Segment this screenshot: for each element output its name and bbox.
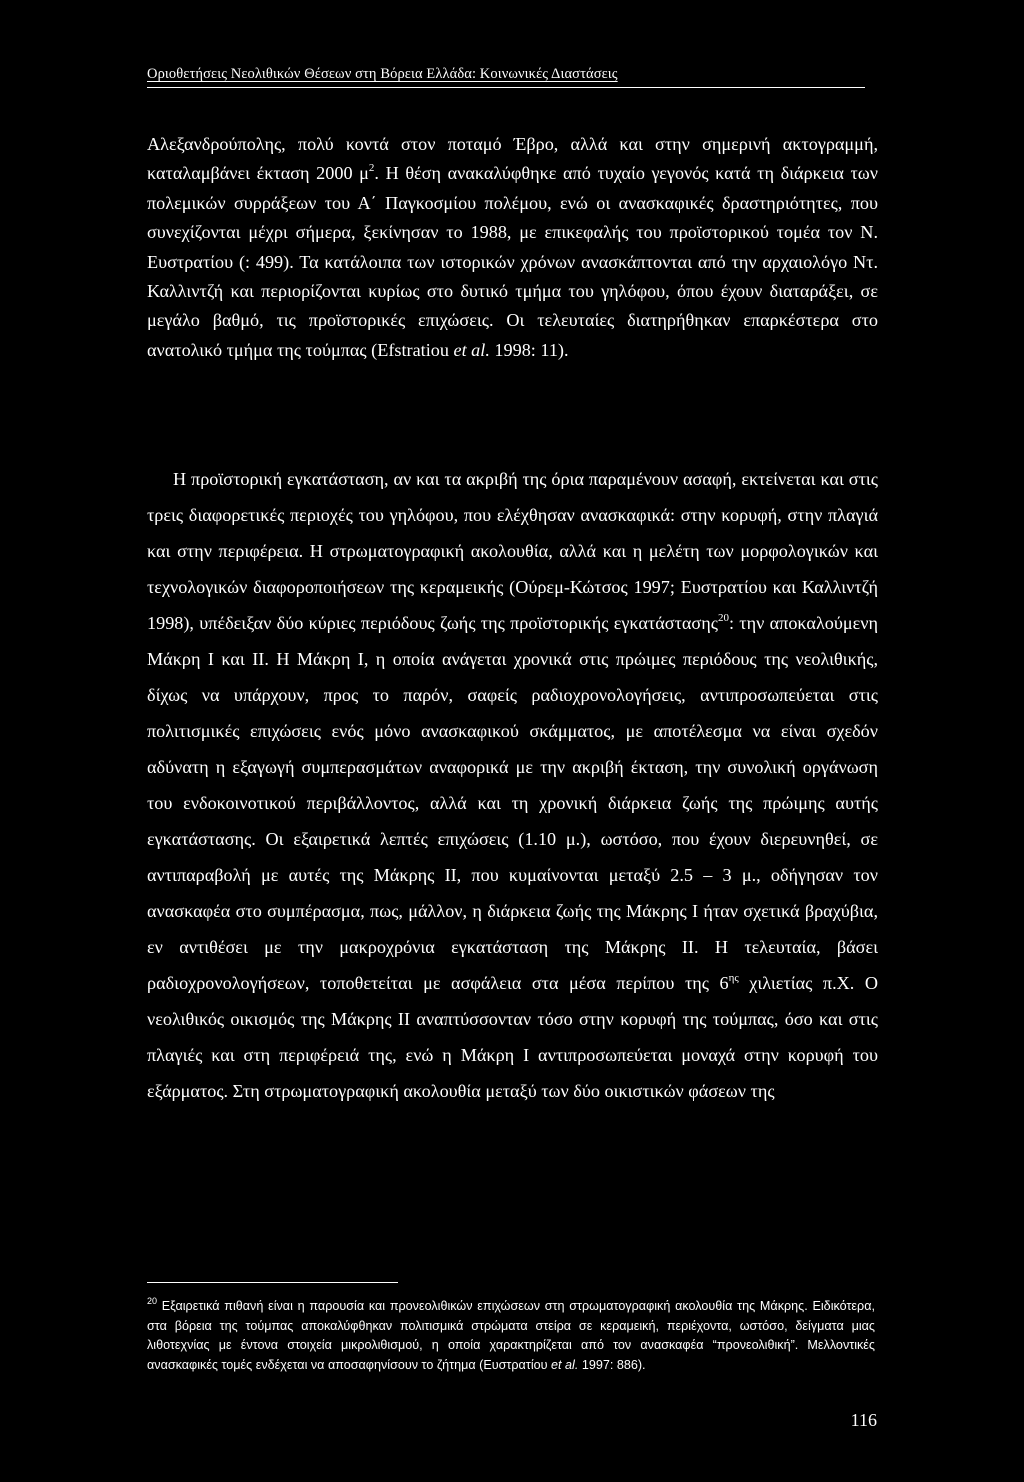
footnote-italic: et al.	[551, 1357, 579, 1372]
footnote-text-1: Εξαιρετικά πιθανή είναι η παρουσία και προνεολιθικών επιχώσεων στη στρωματογραφική ακολουθία της Μάκρης. Ειδικότερα, στα βόρεια της τούμπας αποκαλύφθηκαν πολιτισμικά στρώματα στείρα σε κεραμεική, περιέχοντα, ωστόσο, δείγματα μιας λιθοτεχνίας με έντονα στοιχεία μικρολιθισμού, η οποία χαρακτηρίζεται από τον ανασκαφέα “προνεολιθική”. Μελλοντικές ανασκαφικές τομές ενδέχεται να αποσαφηνίσουν το ζήτημα (Ευστρατίου	[147, 1299, 875, 1372]
page-number: 116	[850, 1410, 877, 1430]
header-rule	[147, 87, 865, 88]
footnote-rule	[147, 1282, 398, 1283]
footnote-ref-20[interactable]: 20	[717, 612, 729, 624]
p1-text-3: 1998: 11).	[489, 339, 569, 360]
p1-italic: et al.	[453, 339, 490, 360]
p2-text-3: χιλιετίας π.Χ. Ο νεολιθικός οικισμός της Μάκρης ΙΙ αναπτύσσονταν τόσο στην κορυφή της τούμπας, όσο και στις πλαγιές και στη περιφέρειά της, ενώ η Μάκρη Ι αντιπροσωπεύεται μοναχά στην κορυφή του εξάρματος. Στη στρωματογραφική ακολουθία μεταξύ των δύο οικιστικών φάσεων της	[147, 973, 879, 1101]
p2-text-2: : την αποκαλούμενη Μάκρη Ι και ΙΙ. Η Μάκρη Ι, η οποία ανάγεται χρονικά στις πρώιμες περιόδους της νεολιθικής, δίχως να υπάρχουν, προς το παρόν, σαφείς ραδιοχρονολογήσεις, αντιπροσωπεύεται στις πολιτισμικές επιχώσεις ενός μόνο ανασκαφικού σκάμματος, με αποτέλεσμα να είναι σχεδόν αδύνατη η εξαγωγή συμπερασμάτων αναφορικά με την ακριβή έκταση, την συνολική οργάνωση του ενδοκοινοτικού περιβάλλοντος, αλλά και τη χρονική διάρκεια ζωής της πρώιμης αυτής εγκατάστασης. Οι εξαιρετικά λεπτές επιχώσεις (1.10 μ.), ωστόσο, που έχουν διερευνηθεί, σε αντιπαραβολή με αυτές της Μάκρης ΙΙ, που κυμαίνονται μεταξύ 2.5 – 3 μ., οδήγησαν τον ανασκαφέα στο συμπέρασμα, πως, μάλλον, η διάρκεια ζωής της Μάκρης Ι ήταν σχετικά βραχύβια, εν αντιθέσει με την μακροχρόνια εγκατάσταση της Μάκρης ΙΙ. Η τελευταία, βάσει ραδιοχρονολογήσεων, τοποθετείται με ασφάλεια στα μέσα περίπου της 6	[147, 613, 879, 993]
running-header: Οριοθετήσεις Νεολιθικών Θέσεων στη Βόρεια Ελλάδα: Κοινωνικές Διαστάσεις	[147, 66, 618, 82]
p1-superscript: 2	[368, 162, 375, 175]
paragraph-2	[147, 461, 878, 1109]
paragraph-1	[147, 130, 878, 365]
p2-text-1: Η προϊστορική εγκατάσταση, αν και τα ακριβή της όρια παραμένουν ασαφή, εκτείνεται και στις τρεις διαφορετικές περιοχές του γηλόφου, που ελέχθησαν ανασκαφικά: στην κορυφή, στην πλαγιά και στην περιφέρεια. Η στρωματογραφική ακολουθία, αλλά και η μελέτη των μορφολογικών και τεχνολογικών διαφοροποιήσεων της κεραμεικής (Ούρεμ-Κώτσος 1997; Ευστρατίου και Καλλιντζή 1998), υπέδειξαν δύο κύριες περιόδους ζωής της προϊστορικής εγκατάστασης	[147, 469, 878, 633]
footnote-20	[147, 1297, 875, 1375]
footnote-number: 20	[147, 1296, 158, 1306]
p1-text-2: . Η θέση ανακαλύφθηκε από τυχαίο γεγονός κατά τη διάρκεια των πολεμικών συρράξεων του Α΄ Παγκοσμίου πολέμου, ενώ οι ανασκαφικές δραστηριότητες, που συνεχίζονται μέχρι σήμερα, ξεκίνησαν το 1988, με επικεφαλής του προϊστορικού τομέα τον Ν. Ευστρατίου (: 499). Τα κατάλοιπα των ιστορικών χρόνων ανασκάπτονται από την αρχαιολόγο Ντ. Καλλιντζή και περιορίζονται κυρίως στο δυτικό τμήμα του γηλόφου, όπου έχουν διαταράξει, σε μεγάλο βαθμό, τις προϊστορικές επιχώσεις. Οι τελευταίες διατηρήθηκαν επαρκέστερα στο ανατολικό τμήμα της τούμπας (Efstratiou	[147, 163, 878, 360]
footnote-text-2: 1997: 886).	[578, 1357, 646, 1372]
p2-ordinal-superscript: ης	[728, 972, 739, 984]
p1-text-1: Αλεξανδρούπολης, πολύ κοντά στον ποταμό Έβρο, αλλά και στην σημερινή ακτογραμμή, καταλαμβάνει έκταση 2000 μ	[147, 134, 878, 184]
